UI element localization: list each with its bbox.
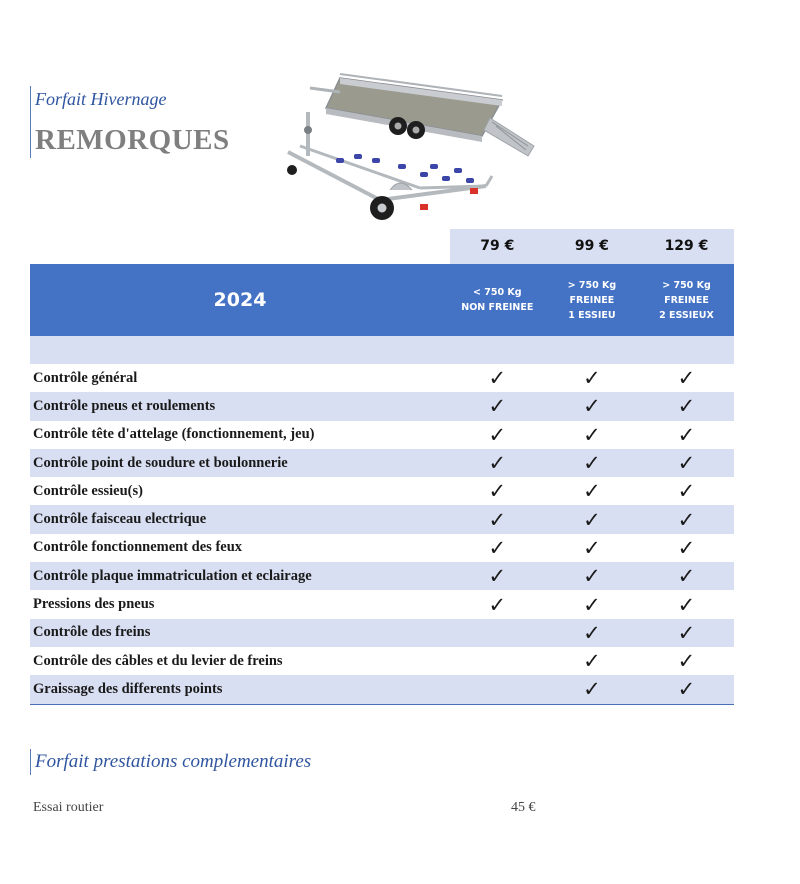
service-label-road-test: Essai routier xyxy=(33,800,104,815)
table-row xyxy=(30,590,734,618)
table-row xyxy=(30,364,734,392)
checkmark-icon: ✓ xyxy=(583,366,601,391)
complementary-title: Forfait prestations complementaires xyxy=(35,751,312,772)
checkmark-icon: ✓ xyxy=(488,422,507,447)
checkmark-icon: ✓ xyxy=(583,451,601,476)
checkmark-icon: ✓ xyxy=(677,535,696,560)
price-basic: 79 € xyxy=(480,238,515,254)
checkmark-icon: ✓ xyxy=(583,394,601,419)
checkmark-icon: ✓ xyxy=(677,592,696,617)
category-band xyxy=(30,264,734,336)
checkmark-icon: ✓ xyxy=(583,507,601,532)
row-label: Contrôle plaque immatriculation et eclairage xyxy=(33,567,312,584)
row-label: Contrôle fonctionnement des feux xyxy=(33,539,243,556)
page-title: REMORQUES xyxy=(35,124,230,156)
checkmark-icon: ✓ xyxy=(677,366,696,391)
checkmark-icon: ✓ xyxy=(488,451,507,476)
trailer-images xyxy=(270,60,550,230)
price-header-row xyxy=(450,229,734,264)
table-row xyxy=(30,562,734,590)
category-line: > 750 Kg xyxy=(662,279,711,291)
checkmark-icon: ✓ xyxy=(677,451,696,476)
row-label: Contrôle faisceau electrique xyxy=(33,511,207,528)
category-line: < 750 Kg xyxy=(473,287,522,298)
table-row xyxy=(30,477,734,505)
checkmark-icon: ✓ xyxy=(583,677,601,702)
checkmark-icon: ✓ xyxy=(583,620,601,645)
table-row xyxy=(30,534,734,562)
spacer-row xyxy=(30,336,734,364)
checkmark-icon: ✓ xyxy=(677,479,696,504)
price-braked-single-axle: 99 € xyxy=(574,238,609,254)
checkmark-icon: ✓ xyxy=(583,592,601,617)
table-row xyxy=(30,421,734,449)
checkmark-icon: ✓ xyxy=(583,564,601,589)
flatbed-trailer-picture xyxy=(310,74,534,156)
row-label: Contrôle des câbles et du levier de freins xyxy=(33,652,283,669)
category-basic xyxy=(450,264,545,336)
checkmark-icon: ✓ xyxy=(677,507,696,532)
checkmark-icon: ✓ xyxy=(677,422,696,447)
category-line: > 750 Kg xyxy=(567,279,617,291)
checkmark-icon: ✓ xyxy=(488,394,507,419)
checkmark-icon: ✓ xyxy=(677,677,696,702)
checkmark-icon: ✓ xyxy=(583,535,601,560)
category-braked-double-axle xyxy=(639,264,734,336)
row-label: Contrôle tête d'attelage (fonctionnement, jeu) xyxy=(33,426,315,443)
category-line: 2 ESSIEUX xyxy=(659,309,714,321)
checkmark-icon: ✓ xyxy=(488,535,507,560)
checkmark-icon: ✓ xyxy=(677,649,696,674)
checkmark-icon: ✓ xyxy=(677,564,696,589)
row-label: Contrôle des freins xyxy=(33,624,151,641)
category-line: 1 ESSIEU xyxy=(568,309,616,321)
service-price-road-test: 45 € xyxy=(511,800,536,815)
row-label: Pressions des pneus xyxy=(33,596,155,613)
table-row xyxy=(30,505,734,533)
checkmark-icon: ✓ xyxy=(488,564,507,589)
row-label: Contrôle point de soudure et boulonnerie xyxy=(33,454,288,471)
checkmark-icon: ✓ xyxy=(583,422,601,447)
price-braked-double-axle: 129 € xyxy=(664,238,709,254)
checkmark-icon: ✓ xyxy=(488,592,507,617)
table-row xyxy=(30,647,734,675)
table-row xyxy=(30,675,734,703)
checkmark-icon: ✓ xyxy=(677,394,696,419)
row-label: Graissage des differents points xyxy=(33,680,223,697)
row-label: Contrôle essieu(s) xyxy=(33,482,143,499)
table-row xyxy=(30,449,734,477)
row-label: Contrôle pneus et roulements xyxy=(33,397,216,414)
checkmark-icon: ✓ xyxy=(677,620,696,645)
year-label: 2024 xyxy=(213,289,267,311)
table-row xyxy=(30,619,734,647)
checkmark-icon: ✓ xyxy=(583,479,601,504)
complementary-section-header xyxy=(30,749,311,775)
checkmark-icon: ✓ xyxy=(488,366,507,391)
table-row xyxy=(30,392,734,420)
service-table xyxy=(30,364,734,705)
row-label: Contrôle général xyxy=(33,369,138,386)
category-line: FREINEE xyxy=(569,294,615,306)
checkmark-icon: ✓ xyxy=(488,479,507,504)
category-line: NON FREINEE xyxy=(461,302,534,313)
checkmark-icon: ✓ xyxy=(488,507,507,532)
page-header xyxy=(30,86,230,158)
page-subtitle: Forfait Hivernage xyxy=(35,89,167,109)
category-line: FREINEE xyxy=(664,294,709,306)
checkmark-icon: ✓ xyxy=(583,649,601,674)
category-braked-single-axle xyxy=(545,264,640,336)
